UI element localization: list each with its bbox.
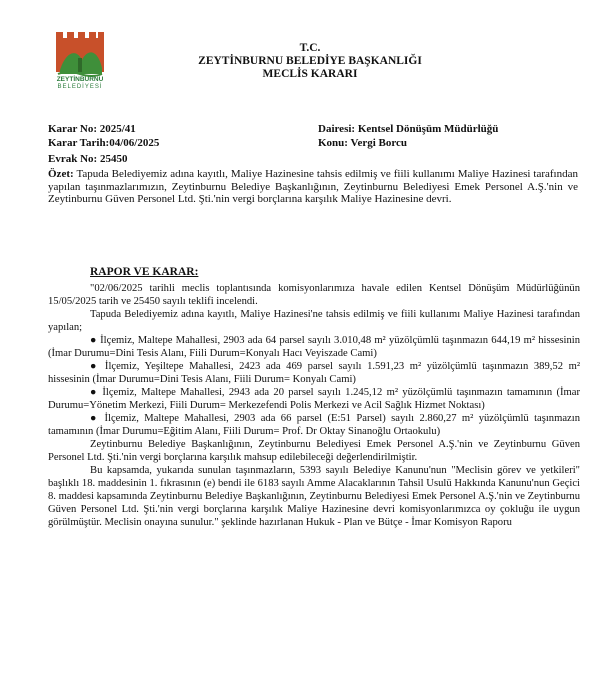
property-item-1: ● İlçemiz, Maltepe Mahallesi, 2903 ada 64 parsel sayılı 3.010,48 m² yüzölçümlü taşınmazın 644,19 m² hissesinin (İmar Durumu=Dini Tesis Alanı, Fiili Durum=Konyalı Hacı Veyiszade Cami) bbox=[48, 335, 580, 359]
evrak-no: Evrak No: 25450 bbox=[48, 153, 128, 165]
municipality-logo bbox=[52, 30, 108, 96]
report-paragraph-3: Zeytinburnu Belediye Başkanlığının, Zeytinburnu Belediyesi Emek Personel A.Ş.'nin ve Zeytinburnu Güven Personel Ltd. Şti.'nin vergi borçlarına karşılık mahsup edilebileceği değerlendirilmiştir. bbox=[48, 439, 580, 463]
property-item-2: ● İlçemiz, Yeşiltepe Mahallesi, 2423 ada 469 parsel sayılı 1.591,23 m² yüzölçümlü taşınmazın 389,52 m² hissesinin (İmar Durumu=Dini Tesis Alanı, Fiili Durum= Konyalı Cami) bbox=[48, 361, 580, 385]
summary-label: Özet: bbox=[48, 168, 74, 180]
report-paragraph-1: "02/06/2025 tarihli meclis toplantısında komisyonlarımıza havale edilen Kentsel Dönüşüm Müdürlüğünün 15/05/2025 tarih ve 25450 sayılı teklifi incelendi. bbox=[48, 283, 580, 307]
report-paragraph-2: Tapuda Belediyemiz adına kayıtlı, Maliye Hazinesi'ne tahsis edilmiş ve fiili kullanımı Maliye Hazinesi tarafından yapılan; bbox=[48, 309, 580, 333]
report-paragraph-4: Bu kapsamda, yukarıda sunulan taşınmazların, 5393 sayılı Belediye Kanunu'nun "Meclisin görev ve yetkileri" başlıklı 18. maddesinin 1. fıkrasının (e) bendi ile 6183 sayılı Amme Alacaklarının Tahsil Usulü Hakkında Kanunu'nun Geçici 8. maddesi kapsamında Zeytinburnu Belediye Başkanlığının, Zeytinburnu Belediyesi Emek Personel A.Ş.'nin ve Zeytinburnu Güven Personel Ltd. Şti.'nin vergi borçlarına karşılık Maliye Hazinesine devri komisyonlarımızca oy çokluğu ile uygun görülmüştür. Meclisin onayına sunulur." şeklinde hazırlanan Hukuk - Plan ve Bütçe - İmar Komisyon Raporu bbox=[48, 465, 580, 528]
karar-no: Karar No: 2025/41 bbox=[48, 123, 136, 135]
summary-paragraph bbox=[48, 168, 578, 206]
header-tc: T.C. bbox=[299, 42, 321, 54]
daire: Dairesi: Kentsel Dönüşüm Müdürlüğü bbox=[318, 123, 499, 135]
logo-text-line1: ZEYTİNBURNU bbox=[56, 76, 104, 83]
karar-tarih: Karar Tarih:04/06/2025 bbox=[48, 137, 160, 149]
header-municipality: ZEYTİNBURNU BELEDİYE BAŞKANLIĞI bbox=[198, 55, 422, 67]
logo-text-line2: BELEDİYESİ bbox=[57, 84, 103, 90]
property-item-4: ● İlçemiz, Maltepe Mahallesi, 2903 ada 66 parsel (E:51 Parsel) sayılı 2.860,27 m² yüzölçümlü taşınmazın tamamının (İmar Durumu=Eğitim Alanı, Fiili Durum= Prof. Dr Oktay Sinanoğlu Ortaokulu) bbox=[48, 413, 580, 437]
summary-text: Tapuda Belediyemiz adına kayıtlı, Maliye Hazinesine tahsis edilmiş ve fiili kullanımı Maliye Hazinesi tarafından yapılan taşınmazlarımızın, Zeytinburnu Belediye Başkanlığının, Zeytinburnu Belediyesi Emek Personel A.Ş.'nin ve Zeytinburnu Güven Personel Ltd. Şti.'nin vergi borçlarına karşılık Maliye Hazinesine devri. bbox=[48, 168, 578, 205]
property-item-3: ● İlçemiz, Maltepe Mahallesi, 2943 ada 20 parsel sayılı 1.245,12 m² yüzölçümlü taşınmazın tamamının (İmar Durumu=Yönetim Merkezi, Fiili Durum= Merkezefendi Polis Merkezi ve Acil Sağlık Hizmet Noktası) bbox=[48, 387, 580, 411]
report-body bbox=[48, 282, 580, 529]
header-decision-type: MECLİS KARARI bbox=[262, 68, 358, 80]
konu: Konu: Vergi Borcu bbox=[318, 137, 408, 149]
report-title: RAPOR VE KARAR: bbox=[90, 266, 199, 278]
